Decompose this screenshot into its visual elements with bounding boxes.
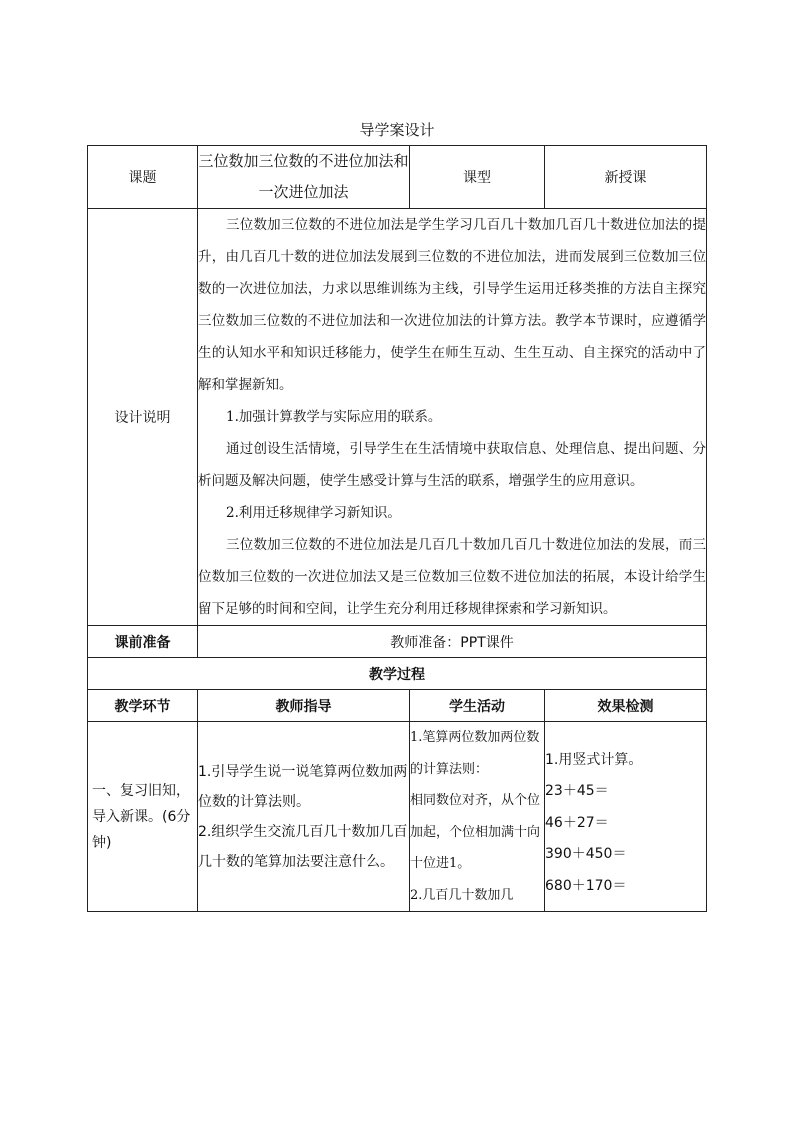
check-item: 390＋450＝ bbox=[545, 846, 627, 863]
student-item: 1.笔算两位数加两位数的计算法则： bbox=[410, 730, 540, 777]
process-header-row bbox=[88, 690, 707, 722]
check-item: 23＋45＝ bbox=[545, 783, 609, 800]
column-header: 教师指导 bbox=[198, 690, 410, 722]
check-cell bbox=[545, 722, 707, 912]
process-title: 教学过程 bbox=[88, 658, 707, 690]
header-row bbox=[88, 146, 707, 209]
prep-value: 教师准备：PPT课件 bbox=[198, 626, 707, 658]
stage-text: 一、复习旧知，导入新课。(6分钟) bbox=[92, 782, 191, 851]
prep-row bbox=[88, 626, 707, 658]
document-title: 导学案设计 bbox=[359, 121, 435, 139]
type-value: 新授课 bbox=[545, 146, 707, 209]
prep-label: 课前准备 bbox=[88, 626, 198, 658]
student-cell bbox=[410, 722, 545, 912]
teacher-item: 1.引导学生说一说笔算两位数加两位数的计算法则。 bbox=[198, 763, 408, 810]
check-item: 680＋170＝ bbox=[545, 877, 627, 894]
lesson-plan-table bbox=[87, 145, 707, 912]
design-paragraph: 三位数加三位数的不进位加法是几百几十数加几百几十数进位加法的发展，而三位数加三位数的一次进位加法又是三位数加三位数不进位加法的拓展，本设计给学生留下足够的时间和空间，让学生充分利用迁移规律探索和学习新知识。 bbox=[198, 537, 706, 617]
design-paragraph: 1.加强计算教学与实际应用的联系。 bbox=[226, 409, 442, 425]
design-label: 设计说明 bbox=[88, 209, 198, 626]
design-paragraph: 通过创设生活情境，引导学生在生活情境中获取信息、处理信息、提出问题、分析问题及解决问题，使学生感受计算与生活的联系，增强学生的应用意识。 bbox=[198, 441, 706, 489]
design-description bbox=[198, 209, 707, 626]
stage-cell bbox=[88, 722, 198, 912]
column-header: 学生活动 bbox=[410, 690, 545, 722]
topic-value: 三位数加三位数的不进位加法和一次进位加法 bbox=[198, 146, 410, 209]
process-row bbox=[88, 722, 707, 912]
student-item: 2.几百几十数加几 bbox=[410, 887, 514, 903]
column-header: 教学环节 bbox=[88, 690, 198, 722]
design-paragraph: 三位数加三位数的不进位加法是学生学习几百几十数加几百几十数进位加法的提升，由几百几十数的进位加法发展到三位数的不进位加法，进而发展到三位数加三位数的一次进位加法，力求以思维训练为主线，引导学生运用迁移类推的方法自主探究三位数加三位数的不进位加法和一次进位加法的计算方法。教学本节课时，应遵循学生的认知水平和知识迁移能力，使学生在师生互动、生生互动、自主探究的活动中了解和掌握新知。 bbox=[198, 217, 706, 393]
column-header: 效果检测 bbox=[545, 690, 707, 722]
check-item: 1.用竖式计算。 bbox=[545, 751, 643, 768]
type-label: 课型 bbox=[410, 146, 545, 209]
design-row bbox=[88, 209, 707, 626]
teacher-item: 2.组织学生交流几百几十数加几百几十数的笔算加法要注意什么。 bbox=[198, 823, 408, 870]
teacher-cell bbox=[198, 722, 410, 912]
student-item: 相同数位对齐，从个位加起，个位相加满十向十位进1。 bbox=[410, 793, 541, 871]
design-paragraph: 2.利用迁移规律学习新知识。 bbox=[226, 505, 401, 521]
process-title-row bbox=[88, 658, 707, 690]
check-item: 46＋27＝ bbox=[545, 814, 609, 831]
topic-label: 课题 bbox=[88, 146, 198, 209]
